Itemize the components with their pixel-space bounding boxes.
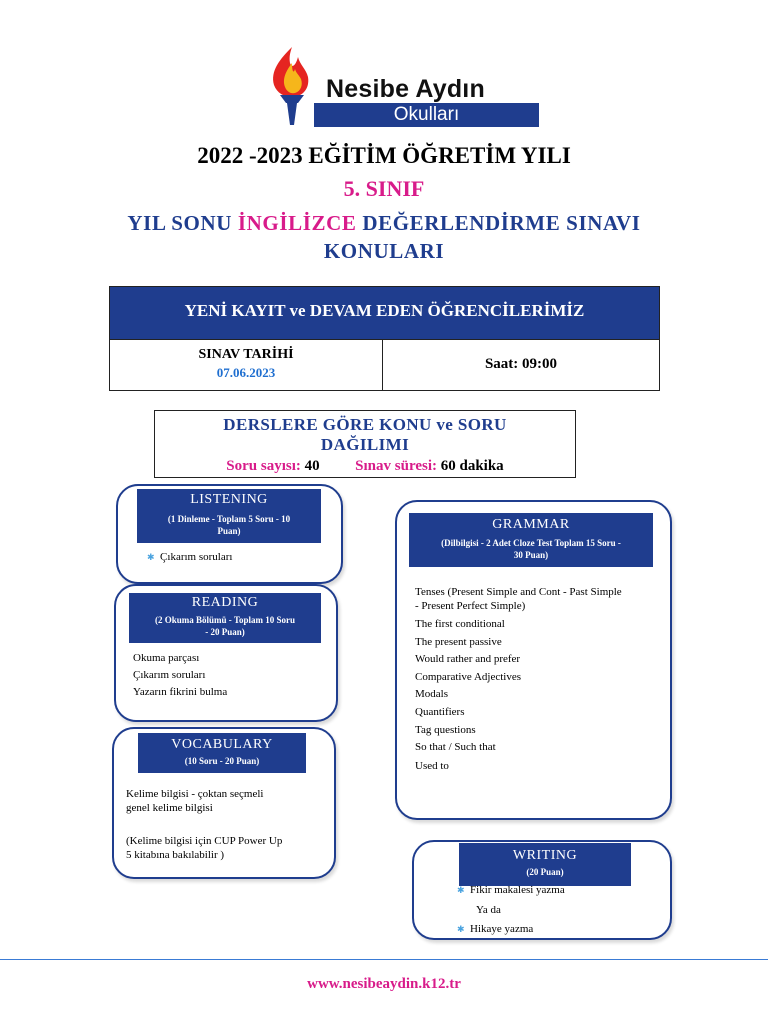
listening-title: LISTENING <box>190 492 268 507</box>
school-logo <box>262 45 542 127</box>
exam-title-part-c: DEĞERLENDİRME SINAVI <box>362 211 641 235</box>
website-link[interactable]: www.nesibeaydin.k12.tr <box>307 976 461 992</box>
exam-title-line2: KONULARI <box>323 239 445 263</box>
listening-detail-line1: (1 Dinleme - Toplam 5 Soru - 10 <box>167 514 291 524</box>
grammar-detail-line1: (Dilbilgisi - 2 Adet Cloze Test Toplam 15 Soru - <box>441 538 621 548</box>
list-item: Yazarın fikrini bulma <box>133 686 228 698</box>
distribution-stats <box>155 458 575 475</box>
vocabulary-detail: (10 Soru - 20 Puan) <box>184 756 260 766</box>
list-item: The first conditional <box>415 618 505 630</box>
list-item: Quantifiers <box>415 706 465 718</box>
exam-info-heading: YENİ KAYIT ve DEVAM EDEN ÖĞRENCİLERİMİZ <box>110 287 659 340</box>
list-item: ✱ Hikaye yazma <box>457 923 534 935</box>
exam-date-value: 07.06.2023 <box>216 365 276 380</box>
duration: 60 dakika <box>440 458 504 474</box>
vocabulary-note-line2: 5 kitabına bakılabilir ) <box>126 849 225 861</box>
writing-detail: (20 Puan) <box>526 867 564 877</box>
reading-title: READING <box>191 595 259 610</box>
grammar-detail-line2: 30 Puan) <box>513 550 549 560</box>
writing-title: WRITING <box>512 848 578 863</box>
exam-title-part-a: YIL SONU <box>127 211 232 235</box>
reading-detail-line1: (2 Okuma Bölümü - Toplam 10 Soru <box>154 615 296 625</box>
list-item: Çıkarım soruları <box>133 669 206 681</box>
grammar-header <box>409 513 653 567</box>
list-item: Ya da <box>476 904 501 916</box>
writing-header <box>459 843 631 886</box>
reading-detail-line2: - 20 Puan) <box>205 627 245 637</box>
bullet-icon: ✱ <box>457 885 465 895</box>
list-item: ✱ Çıkarım soruları <box>147 551 233 563</box>
logo-subtitle: Okulları <box>393 104 460 125</box>
distribution-title-line2: DAĞILIMI <box>320 435 410 454</box>
vocabulary-text-line1: Kelime bilgisi - çoktan seçmeli <box>126 788 264 800</box>
vocabulary-header <box>138 733 306 773</box>
exam-title-subject: İNGİLİZCE <box>237 211 357 235</box>
exam-date-cell <box>110 339 383 390</box>
logo-name: Nesibe Aydın <box>326 75 485 103</box>
list-item: Tag questions <box>415 724 476 736</box>
reading-header <box>129 593 321 643</box>
duration-label: Sınav süresi: <box>355 458 437 474</box>
distribution-box <box>154 410 576 478</box>
academic-year-title: 2022 -2023 EĞİTİM ÖĞRETİM YILI <box>197 143 571 168</box>
list-item: The present passive <box>415 636 502 648</box>
list-item: Tenses (Present Simple and Cont - Past Simple <box>415 586 622 598</box>
exam-title-line1 <box>0 211 768 236</box>
list-item: Comparative Adjectives <box>415 671 521 683</box>
list-item: So that / Such that <box>415 741 496 753</box>
list-item: Would rather and prefer <box>415 653 521 665</box>
logo-subtitle-bar <box>314 103 539 127</box>
list-item: - Present Perfect Simple) <box>415 600 526 612</box>
vocabulary-text-line2: genel kelime bilgisi <box>126 802 213 814</box>
vocabulary-note-line1: (Kelime bilgisi için CUP Power Up <box>126 835 283 847</box>
list-item: ✱ Fikir makalesi yazma <box>457 884 565 896</box>
vocabulary-title: VOCABULARY <box>171 737 273 752</box>
bullet-icon: ✱ <box>147 552 155 562</box>
footer-divider <box>0 959 768 960</box>
exam-time: Saat: 09:00 <box>484 356 558 372</box>
list-item: Modals <box>415 688 448 700</box>
torch-flame-icon <box>262 45 322 127</box>
listening-header <box>137 489 321 543</box>
listening-detail-line2: Puan) <box>217 526 241 536</box>
grammar-title: GRAMMAR <box>492 517 570 532</box>
grade-title: 5. SINIF <box>343 176 425 201</box>
bullet-icon: ✱ <box>457 924 465 934</box>
exam-info-table <box>109 286 660 391</box>
list-item: Okuma parçası <box>133 652 200 664</box>
question-count-label: Soru sayısı: <box>226 458 301 474</box>
list-item: Used to <box>415 760 449 772</box>
question-count: 40 <box>304 458 320 474</box>
distribution-title-line1: DERSLERE GÖRE KONU ve SORU <box>223 415 507 434</box>
exam-date-label: SINAV TARİHİ <box>198 347 294 362</box>
